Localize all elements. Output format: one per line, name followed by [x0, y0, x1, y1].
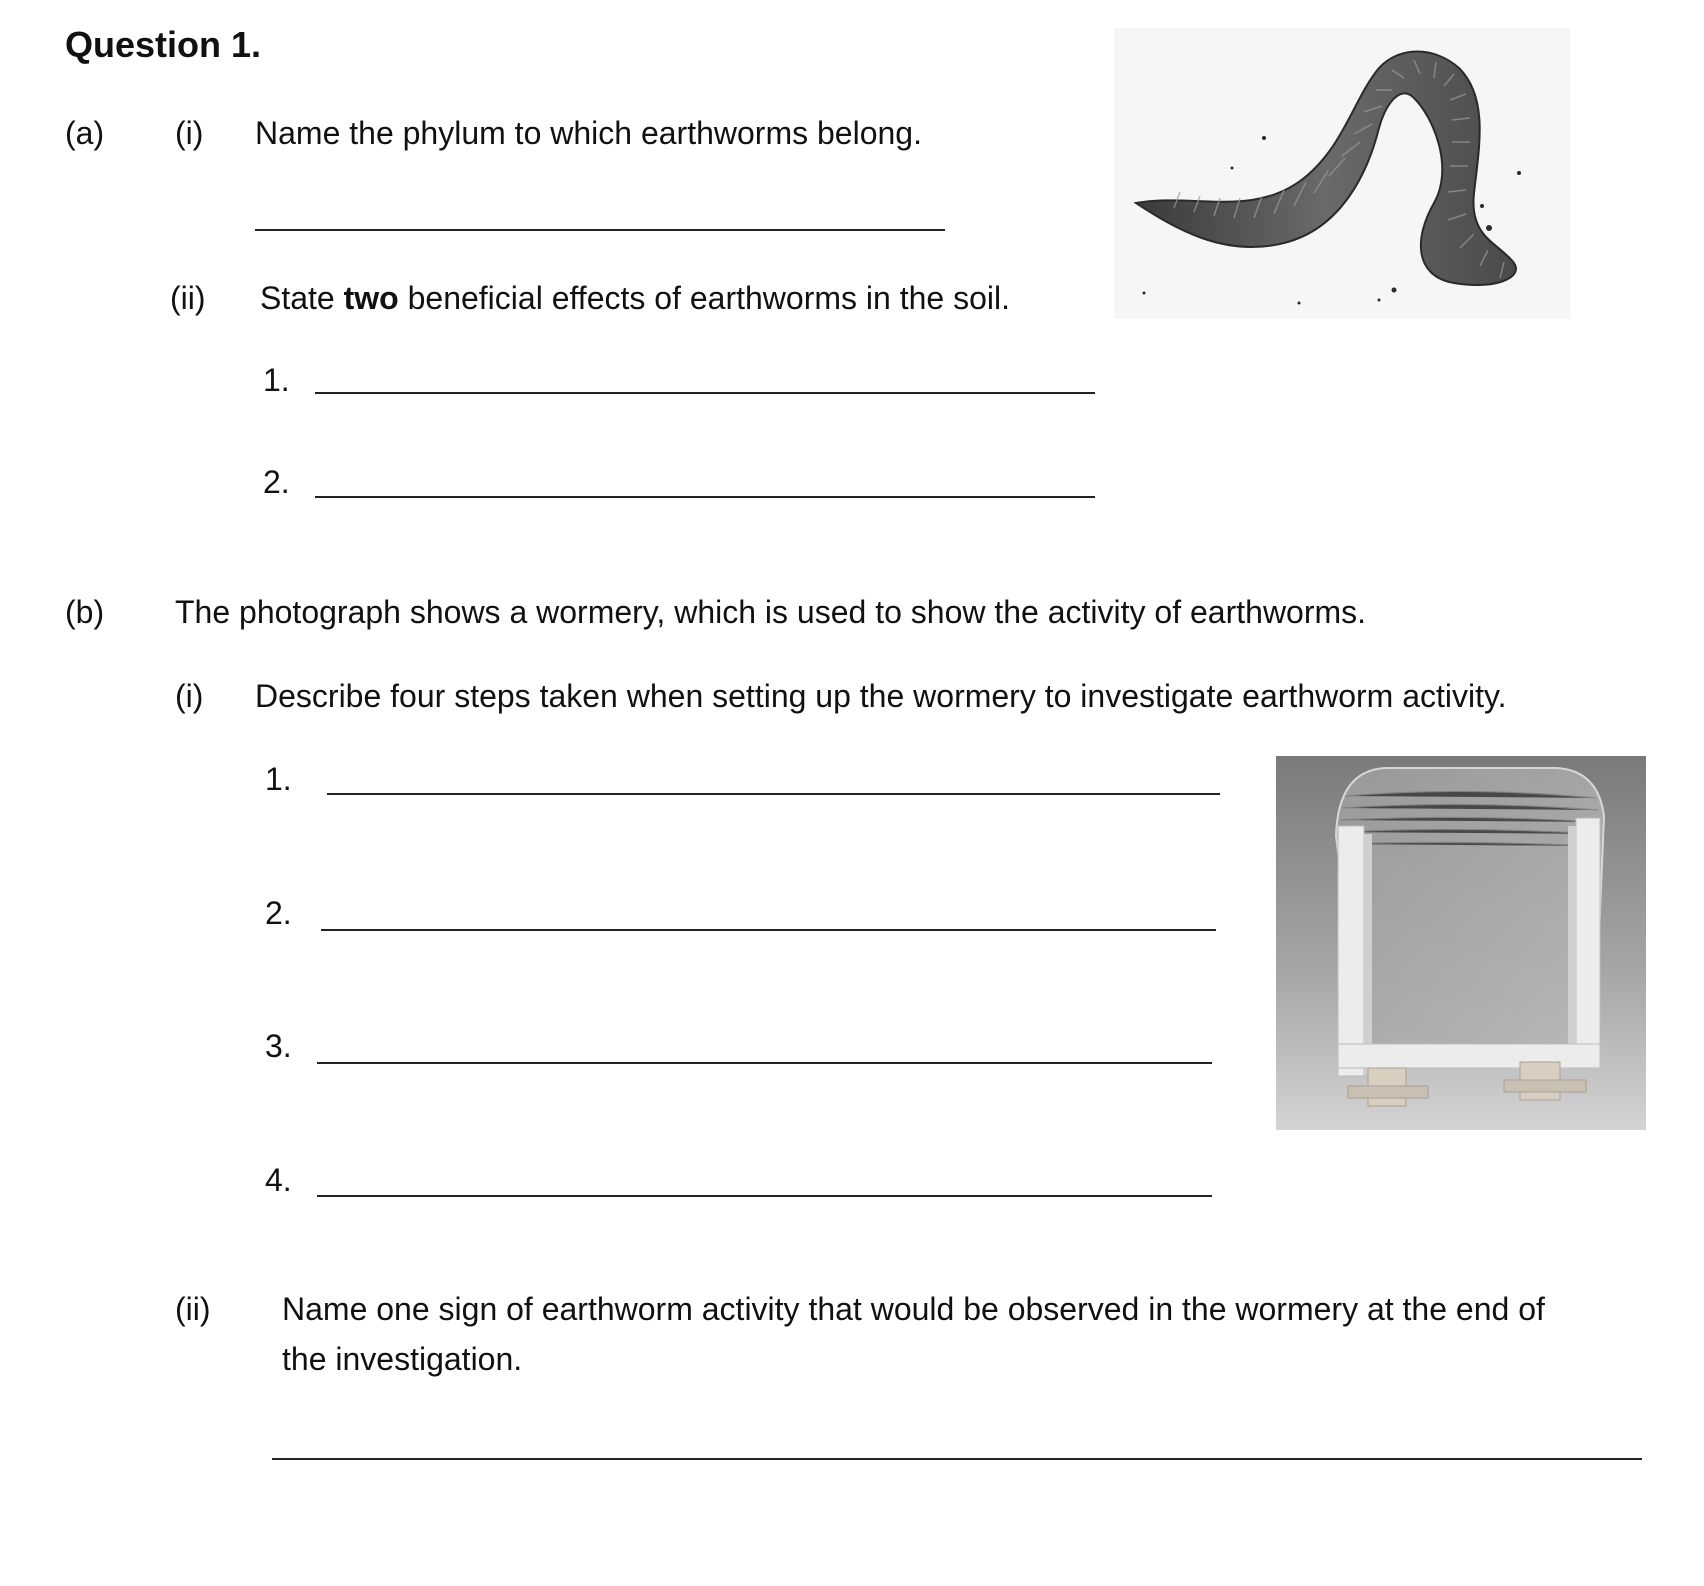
- answer-number-a-ii-1: 1.: [263, 362, 290, 398]
- part-a-i-number: (i): [175, 115, 204, 151]
- part-b-ii-question-line1: Name one sign of earthworm activity that would be observed in the wormery at the end of: [282, 1291, 1545, 1327]
- part-b-label: (b): [65, 594, 105, 630]
- part-b-i-number: (i): [175, 678, 204, 714]
- emphasis-two: two: [343, 280, 399, 316]
- part-b-ii-number: (ii): [175, 1291, 211, 1327]
- answer-line-b-i-1[interactable]: [327, 793, 1220, 795]
- answer-line-b-i-4[interactable]: [317, 1195, 1212, 1197]
- answer-line-b-i-2[interactable]: [321, 929, 1216, 931]
- answer-number-b-i-2: 2.: [265, 895, 292, 931]
- answer-number-a-ii-2: 2.: [263, 464, 290, 500]
- answer-line-a-i[interactable]: [255, 229, 945, 231]
- answer-number-b-i-4: 4.: [265, 1162, 292, 1198]
- answer-number-b-i-3: 3.: [265, 1028, 292, 1064]
- answer-line-a-ii-1[interactable]: [315, 392, 1095, 394]
- part-a-label: (a): [65, 115, 105, 151]
- answer-line-a-ii-2[interactable]: [315, 496, 1095, 498]
- answer-number-b-i-1: 1.: [265, 761, 292, 797]
- part-b-ii-question-line2: the investigation.: [282, 1341, 523, 1377]
- answer-line-b-i-3[interactable]: [317, 1062, 1212, 1064]
- part-a-i-question: Name the phylum to which earthworms belong.: [255, 115, 922, 151]
- question-title: Question 1.: [65, 24, 262, 65]
- part-b-i-question: Describe four steps taken when setting up the wormery to investigate earthworm activity.: [255, 678, 1507, 714]
- answer-line-b-ii[interactable]: [272, 1458, 1642, 1460]
- part-a-ii-question: State two beneficial effects of earthworms in the soil.: [260, 280, 1010, 316]
- part-b-intro: The photograph shows a wormery, which is used to show the activity of earthworms.: [175, 594, 1367, 630]
- wormery-photo: [1276, 756, 1646, 1130]
- earthworm-photo: [1114, 28, 1570, 319]
- part-a-ii-number: (ii): [170, 280, 206, 316]
